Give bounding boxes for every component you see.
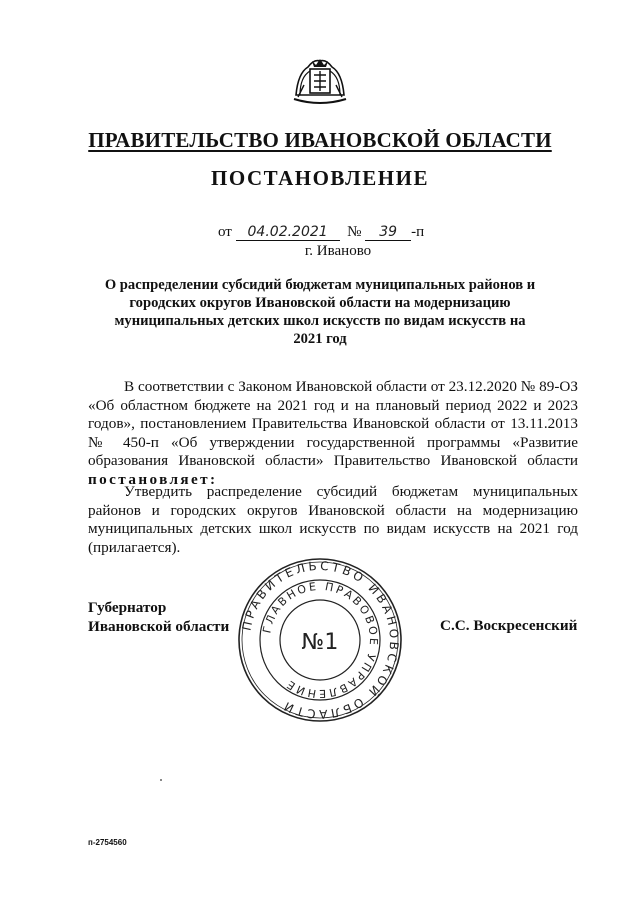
date-number-line [218,224,424,241]
seal-center-text: №1 [301,630,339,655]
body-paragraph-1 [88,378,578,489]
document-date: 04.02.2021 [236,225,340,241]
coat-of-arms-emblem [290,55,350,107]
number-prefix: № [347,224,362,240]
signatory-name: С.С. Воскресенский [440,617,578,634]
city: г. Иваново [304,243,372,259]
signatory-title-line-1: Губернатор [88,599,167,616]
paragraph-1-text: В соответствии с Законом Ивановской области от 23.12.2020 № 89-ОЗ «Об областном бюджете на 2021 год и на плановый период 2022 и 2023 годов», постановлением Правительства Ивановской области от 13.11.2013 № 450-п «Об утверждении государственной программы «Развитие образования Ивановской области» Правительство Ивановской области [88,378,578,469]
signatory-title-line-2: Ивановской области [88,618,230,635]
date-prefix: от [218,224,232,240]
document-number: 39 [365,225,411,241]
number-suffix: -п [411,224,425,240]
scan-speck [160,779,162,781]
body-paragraph-2: Утвердить распределение субсидий бюджетам муниципальных районов и городских округов Ивановской области на модернизацию муниципальных детских школ искусств по видам искусств на 2021 год (прилагается). [88,483,578,556]
seal-outer-text: ПРАВИТЕЛЬСТВО ИВАНОВСКОЙ ОБЛАСТИ [239,558,402,722]
seal-inner-text: ГЛАВНОЕ ПРАВОВОЕ УПРАВЛЕНИЕ [260,579,381,701]
signatory-title [88,598,229,636]
document-subject: О распределении субсидий бюджетам муниципальных районов и городских округов Ивановской области на модернизацию муниципальных детских школ искусств по видам искусств на 2021 год [104,277,536,347]
official-seal [236,556,404,724]
footer-code: п-2754560 [88,838,127,847]
organization-title: ПРАВИТЕЛЬСТВО ИВАНОВСКОЙ ОБЛАСТИ [88,128,552,152]
document-type: ПОСТАНОВЛЕНИЕ [211,166,429,190]
resolves-word: постановляет: [88,470,218,488]
